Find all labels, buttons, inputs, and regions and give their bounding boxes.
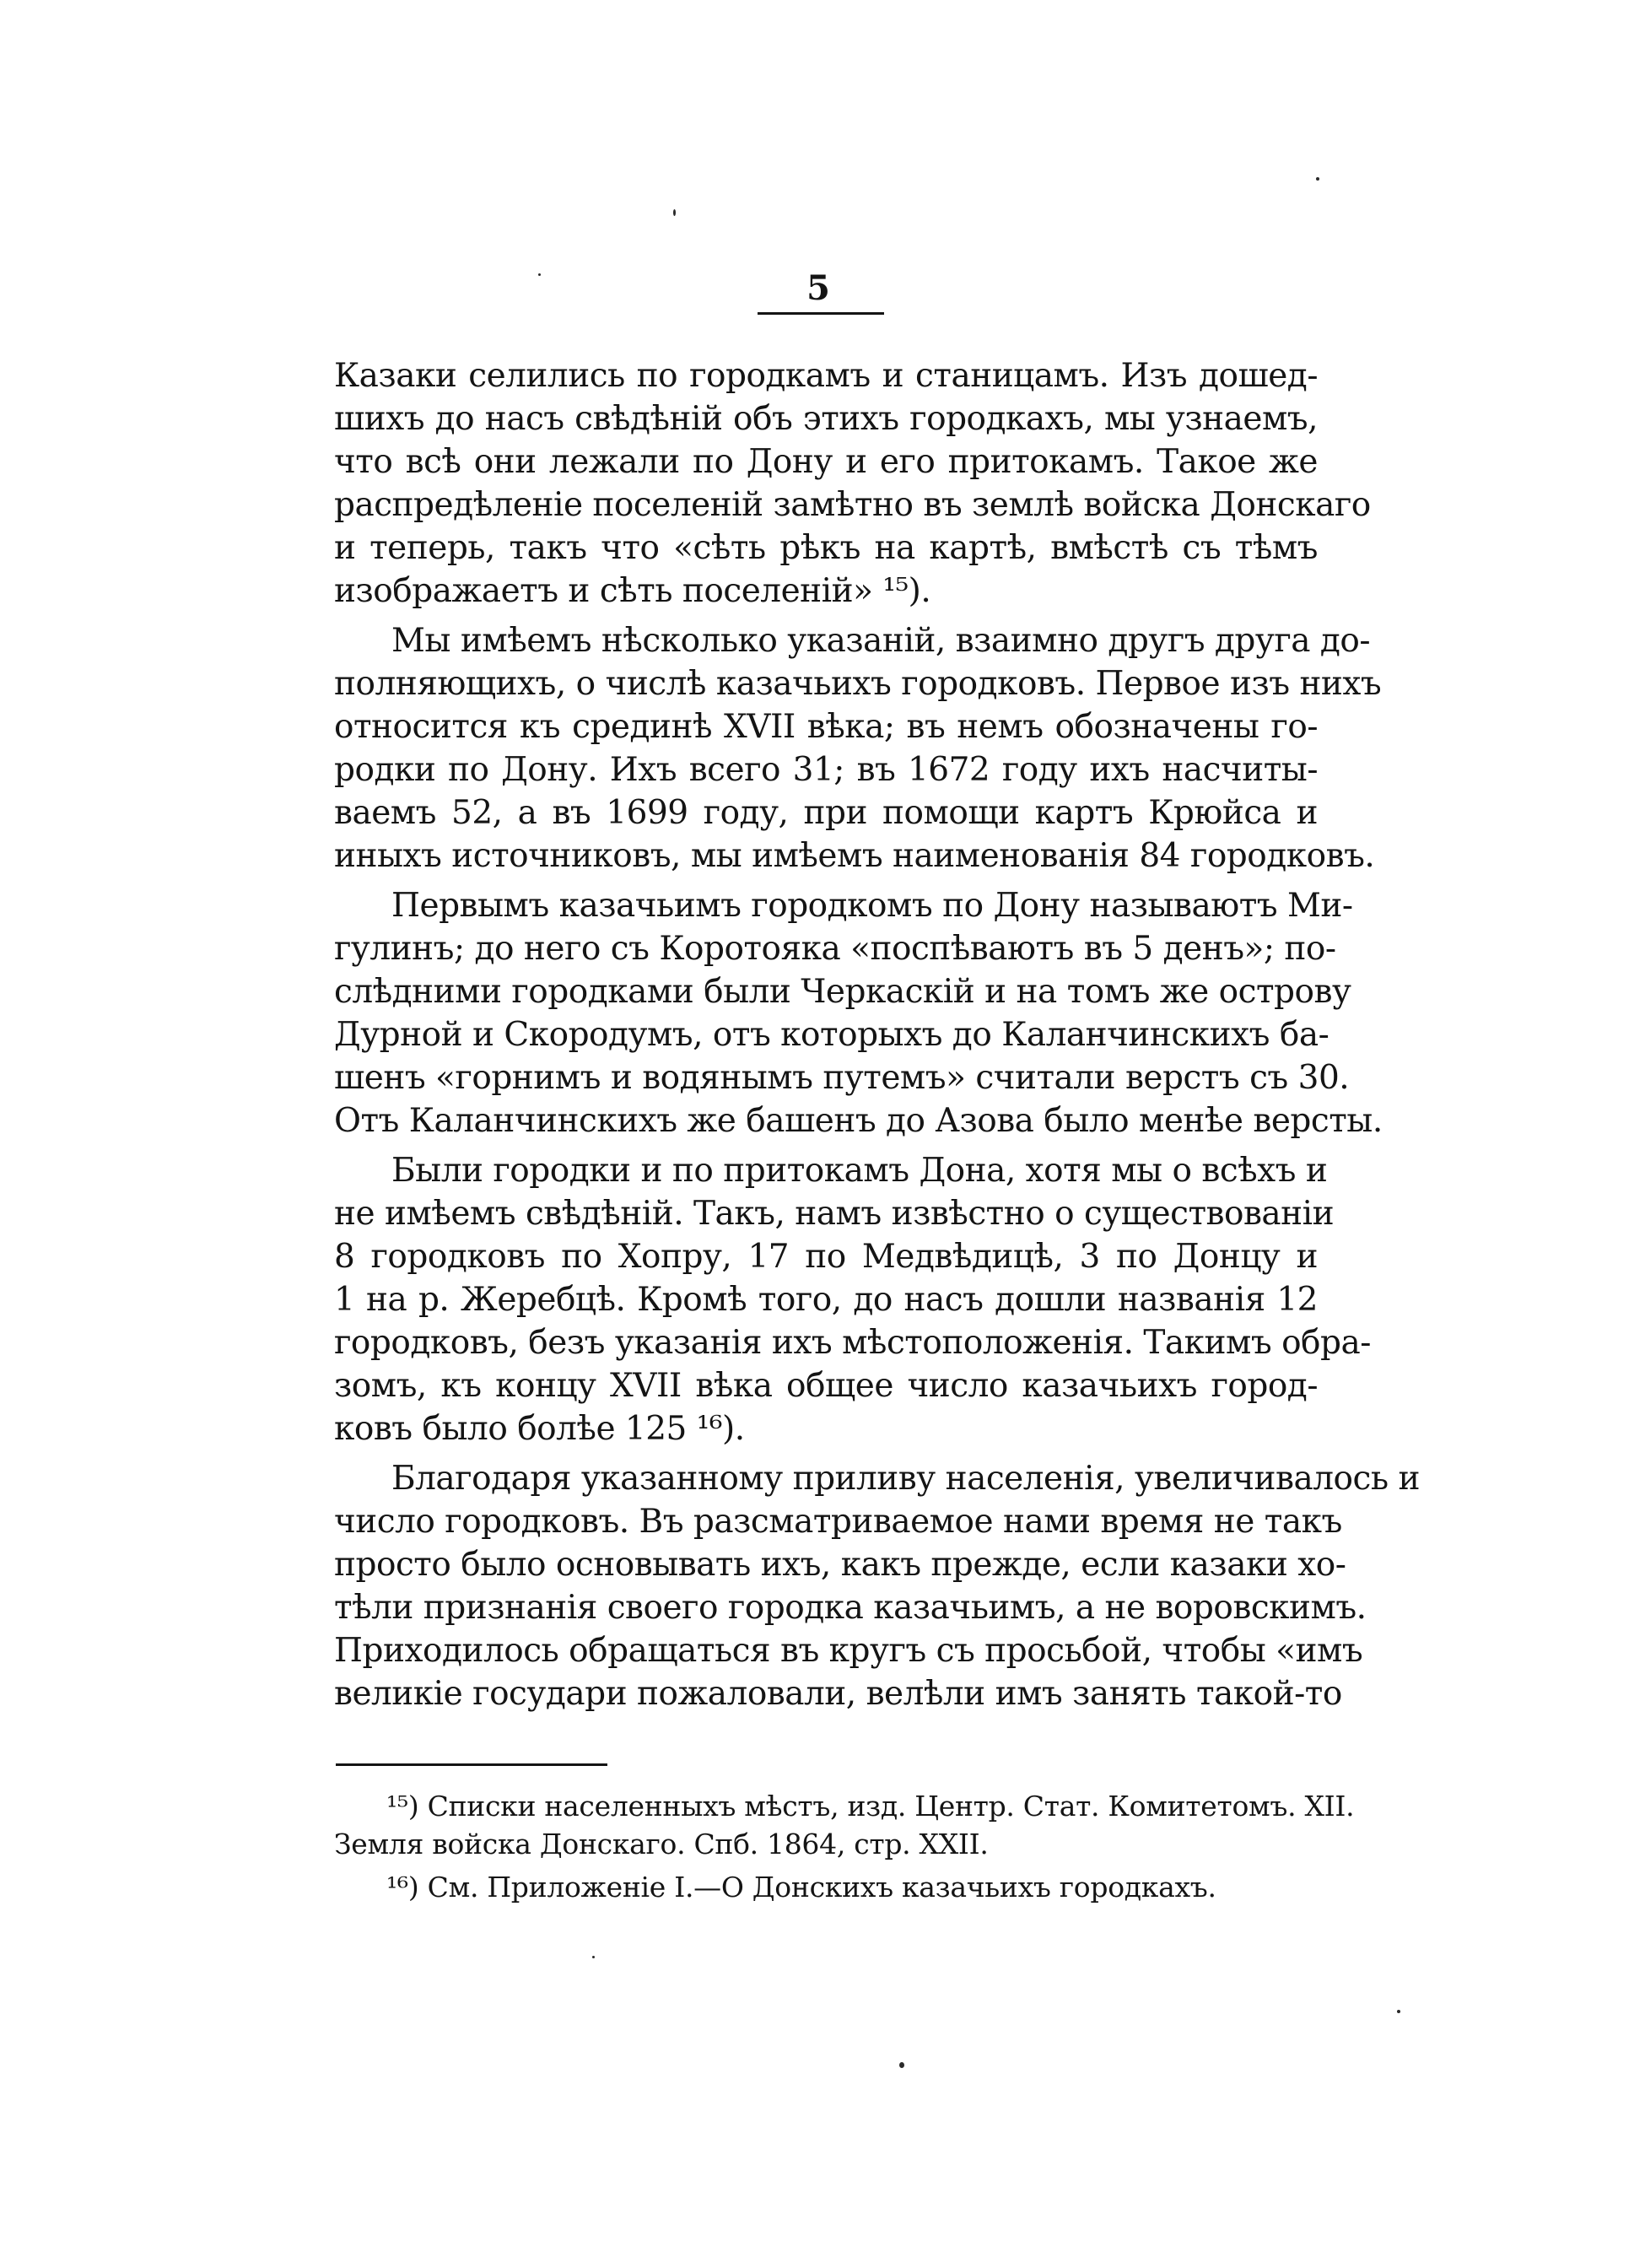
speck [673, 209, 676, 216]
text-line: зомъ, къ концу XVII вѣка общее число казачьихъ город- [334, 1367, 1318, 1405]
text-line: Первымъ казачьимъ городкомъ по Дону называютъ Ми- [391, 887, 1353, 925]
speck [1316, 177, 1319, 181]
footnote-separator [336, 1763, 607, 1766]
footnotes [334, 1787, 1355, 1906]
text-line: не имѣемъ свѣдѣній. Такъ, намъ извѣстно о существованіи [334, 1195, 1335, 1233]
text-line: Благодаря указанному приливу населенія, увеличивалось и [391, 1460, 1420, 1498]
text-line: относится къ срединѣ XVII вѣка; въ немъ обозначены го- [334, 708, 1318, 746]
page-number: 5 [806, 268, 830, 308]
text-line: Дурной и Скородумъ, отъ которыхъ до Каланчинскихъ ба- [334, 1016, 1329, 1054]
text-line: и теперь, такъ что «сѣть рѣкъ на картѣ, вмѣстѣ съ тѣмъ [334, 529, 1318, 567]
text-line: великіе государи пожаловали, велѣли имъ занять такой-то [334, 1675, 1342, 1713]
text-line: Отъ Каланчинскихъ же башенъ до Азова было менѣе версты. [334, 1102, 1383, 1140]
text-line: число городковъ. Въ разсматриваемое нами время не такъ [334, 1503, 1342, 1541]
body-text [334, 354, 1420, 1715]
text-line: городковъ, безъ указанія ихъ мѣстоположенія. Такимъ обра- [334, 1324, 1371, 1362]
footnote-line: ¹⁶) См. Приложеніе I.—О Донскихъ казачьихъ городкахъ. [386, 1871, 1216, 1904]
footnote-line: ¹⁵) Списки населенныхъ мѣстъ, изд. Центр. Стат. Комитетомъ. XII. [386, 1790, 1355, 1822]
text-line: гулинъ; до него съ Коротояка «поспѣваютъ въ 5 денъ»; по- [334, 930, 1336, 968]
text-line: шихъ до насъ свѣдѣній объ этихъ городкахъ, мы узнаемъ, [334, 400, 1318, 438]
text-line: полняющихъ, о числѣ казачьихъ городковъ. Первое изъ нихъ [334, 665, 1382, 703]
text-line: шенъ «горнимъ и водянымъ путемъ» считали верстъ съ 30. [334, 1059, 1350, 1097]
speck [592, 1956, 595, 1958]
text-line: тѣли признанія своего городка казачьимъ, а не воровскимъ. [334, 1589, 1367, 1627]
text-line: 1 на р. Жеребцѣ. Кромѣ того, до насъ дошли названія 12 [334, 1281, 1318, 1319]
text-line: просто было основывать ихъ, какъ прежде, если казаки хо- [334, 1546, 1346, 1584]
text-line: иныхъ источниковъ, мы имѣемъ наименованія 84 городковъ. [334, 837, 1375, 875]
text-line: распредѣленіе поселеній замѣтно въ землѣ войска Донскаго [334, 486, 1371, 524]
text-line: Казаки селились по городкамъ и станицамъ. Изъ дошед- [334, 357, 1318, 395]
text-line: ковъ было болѣе 125 ¹⁶). [334, 1410, 745, 1448]
text-line: слѣдними городками были Черкаскій и на томъ же острову [334, 973, 1351, 1011]
text-line: Приходилось обращаться въ кругъ съ просьбой, чтобы «имъ [334, 1632, 1363, 1670]
text-line: родки по Дону. Ихъ всего 31; въ 1672 году ихъ насчиты- [334, 751, 1318, 789]
text-line: 8 городковъ по Хопру, 17 по Медвѣдицѣ, 3 по Донцу и [334, 1238, 1318, 1276]
footnote-line: Земля войска Донскаго. Спб. 1864, стр. XXII. [334, 1828, 989, 1860]
speck [899, 2062, 904, 2068]
speck [1397, 2010, 1400, 2013]
text-line: ваемъ 52, а въ 1699 году, при помощи картъ Крюйса и [334, 794, 1318, 832]
text-line: Мы имѣемъ нѣсколько указаній, взаимно другъ друга до- [391, 622, 1371, 660]
page-number-rule [758, 312, 884, 315]
text-line: Были городки и по притокамъ Дона, хотя мы о всѣхъ и [391, 1152, 1328, 1190]
text-line: что всѣ они лежали по Дону и его притокамъ. Такое же [334, 443, 1318, 481]
speck [538, 273, 541, 276]
text-line: изображаетъ и сѣть поселеній» ¹⁵). [334, 572, 931, 610]
